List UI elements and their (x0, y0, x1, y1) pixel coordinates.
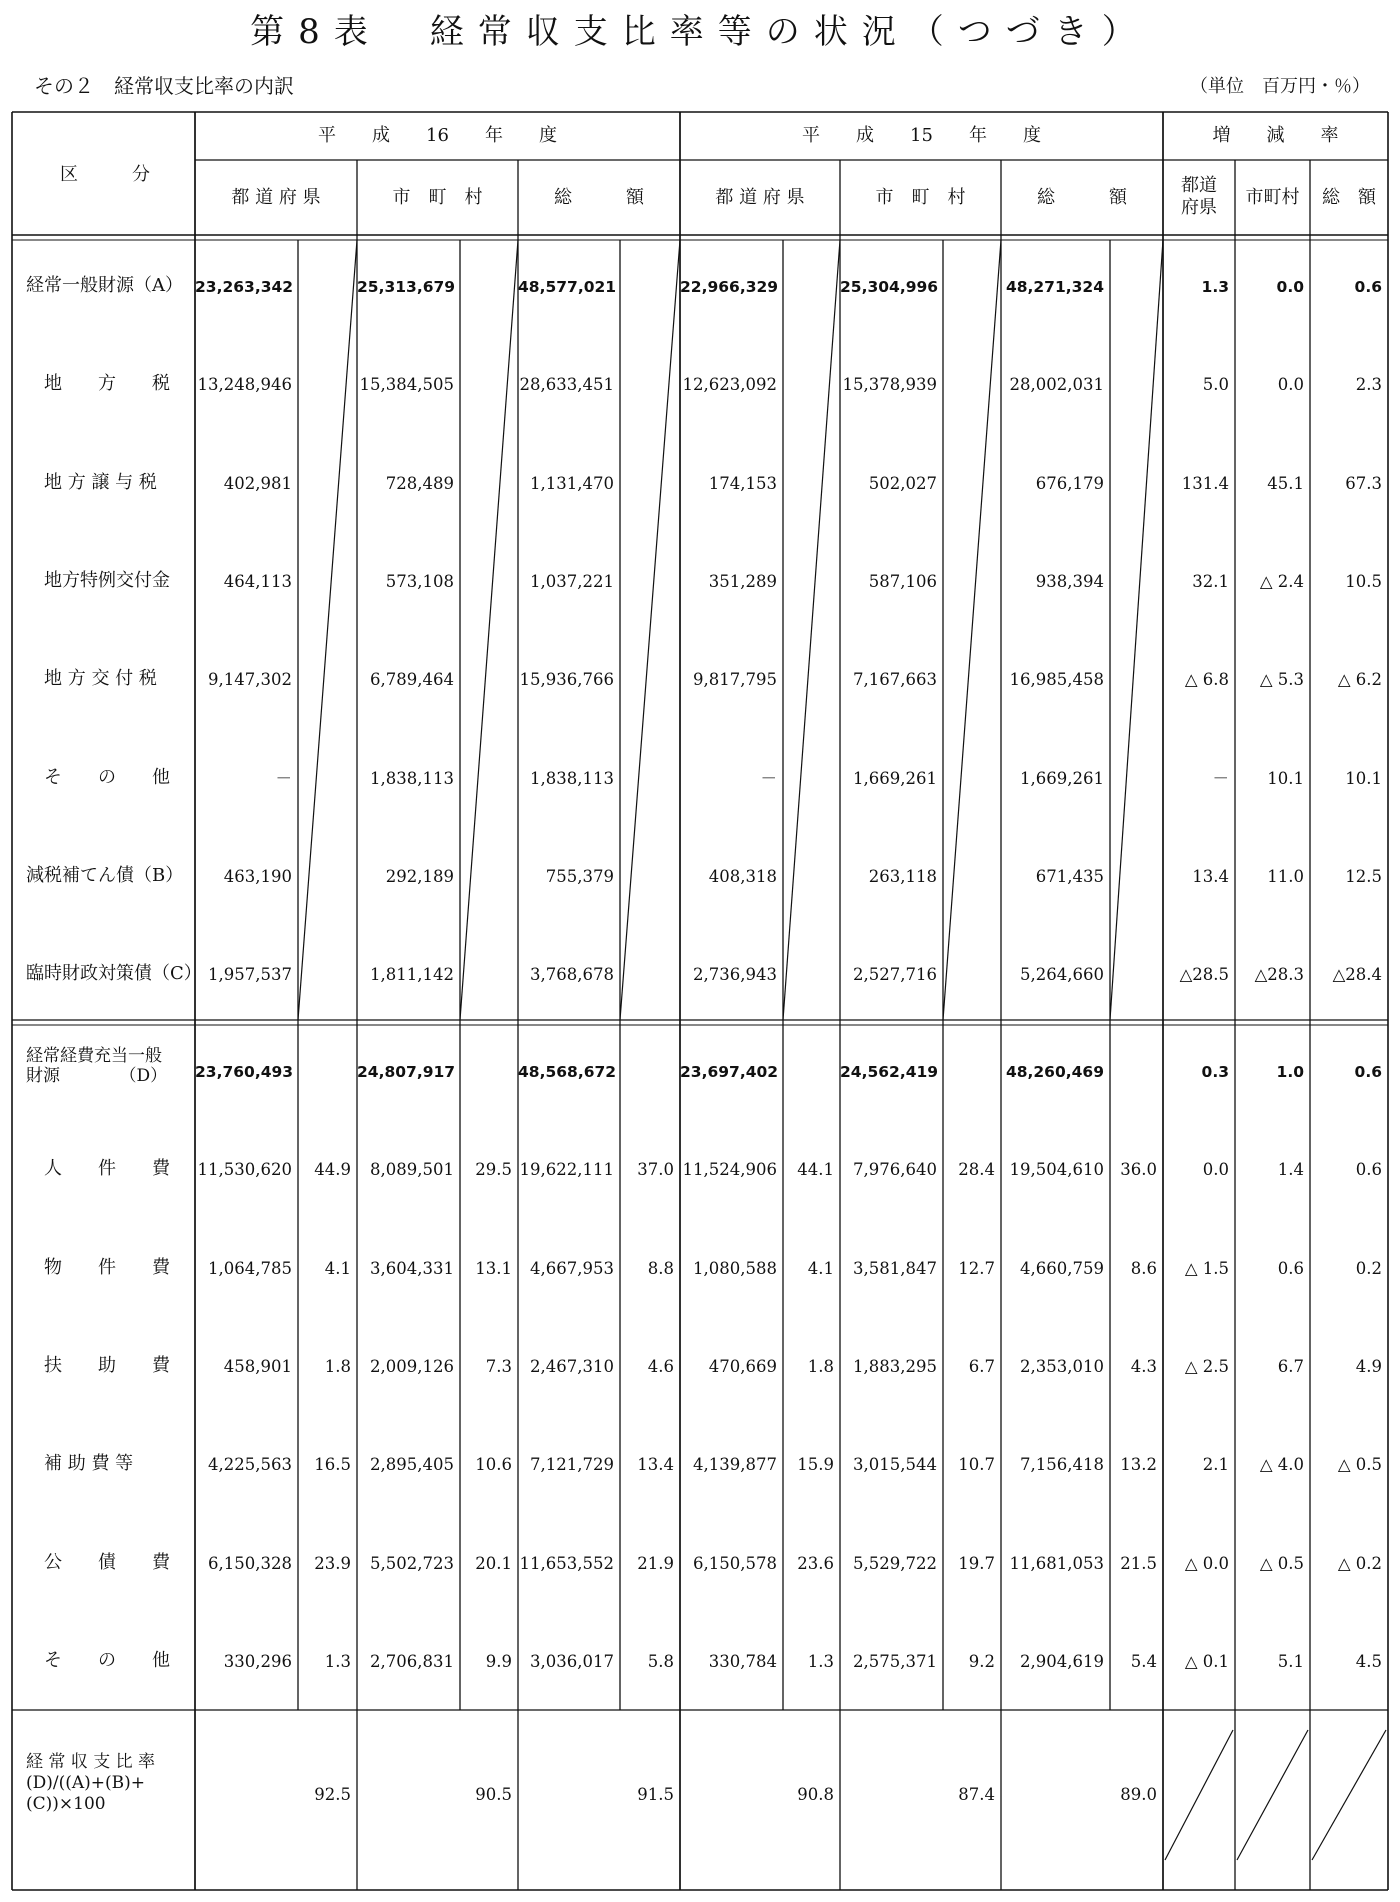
amount-cell: 7,976,640 (853, 1160, 937, 1180)
amount-cell: 7,156,418 (1020, 1455, 1104, 1475)
amount-cell: 1,838,113 (370, 768, 454, 788)
amount-cell: 24,807,917 (357, 1063, 456, 1081)
grid-line (620, 240, 680, 1020)
amount-cell: 15,378,939 (842, 375, 937, 395)
row-label: 臨時財政対策債（C） (26, 963, 202, 985)
grid-line (783, 240, 840, 1020)
ratio-value: 89.0 (1120, 1785, 1157, 1804)
grid-line (1237, 1730, 1308, 1860)
amount-cell: 8,089,501 (370, 1160, 454, 1180)
amount-cell: 330,296 (223, 1651, 292, 1671)
change-rate-cell: △ 4.0 (1259, 1455, 1304, 1475)
amount-cell: 3,015,544 (853, 1455, 937, 1475)
change-rate-cell: 10.1 (1345, 768, 1382, 788)
amount-cell: 587,106 (868, 571, 937, 591)
change-rate-cell: 131.4 (1181, 473, 1229, 493)
change-rate-cell: △ 0.0 (1184, 1553, 1229, 1573)
amount-cell: 755,379 (545, 866, 614, 886)
share-cell: 6.7 (968, 1356, 995, 1376)
amount-cell: 24,562,419 (840, 1063, 939, 1081)
share-cell: 21.9 (637, 1553, 674, 1573)
change-rate-cell: 0.0 (1202, 1160, 1229, 1180)
amount-cell: 11,681,053 (1009, 1553, 1104, 1573)
amount-cell: － (760, 768, 777, 788)
share-cell: 5.8 (647, 1651, 674, 1671)
change-rate-cell: 0.0 (1276, 278, 1304, 296)
ratio-value: 90.8 (797, 1785, 834, 1804)
share-cell: 4.1 (324, 1258, 351, 1278)
row-label: 地 方 譲 与 税 (44, 471, 157, 493)
row-label: 扶 助 費 (44, 1354, 170, 1376)
amount-cell: 263,118 (868, 866, 937, 886)
change-rate-cell: △ 1.5 (1184, 1258, 1229, 1278)
amount-cell: 3,768,678 (530, 965, 614, 985)
share-cell: 1.8 (807, 1356, 834, 1376)
amount-cell: 7,167,663 (853, 670, 937, 690)
amount-cell: 28,633,451 (519, 375, 614, 395)
amount-cell: 1,131,470 (530, 473, 614, 493)
ratio-value: 91.5 (637, 1785, 674, 1804)
change-rate-cell: 2.1 (1202, 1455, 1229, 1475)
change-rate-cell: △ 0.5 (1337, 1455, 1382, 1475)
change-rate-cell: △ 2.4 (1259, 571, 1304, 591)
share-cell: 15.9 (797, 1455, 834, 1475)
amount-cell: 2,009,126 (370, 1356, 454, 1376)
row-label: 補 助 費 等 (44, 1453, 134, 1475)
share-cell: 20.1 (475, 1553, 512, 1573)
change-rate-cell: 0.0 (1277, 375, 1304, 395)
amount-cell: 1,838,113 (530, 768, 614, 788)
amount-cell: 11,530,620 (197, 1160, 292, 1180)
change-rate-cell: △ 5.3 (1259, 670, 1304, 690)
ratio-value: 87.4 (958, 1785, 995, 1804)
amount-cell: 2,353,010 (1020, 1356, 1104, 1376)
change-rate-cell: △ 0.5 (1259, 1553, 1304, 1573)
amount-cell: 23,760,493 (195, 1063, 294, 1081)
amount-cell: 15,936,766 (519, 670, 614, 690)
amount-cell: 1,883,295 (853, 1356, 937, 1376)
share-cell: 37.0 (637, 1160, 674, 1180)
amount-cell: 728,489 (385, 473, 454, 493)
amount-cell: 676,179 (1035, 473, 1104, 493)
row-label: 人 件 費 (44, 1158, 170, 1180)
change-rate-cell: 2.3 (1355, 375, 1382, 395)
share-cell: 12.7 (958, 1258, 995, 1278)
share-cell: 44.9 (314, 1160, 351, 1180)
amount-cell: 330,784 (708, 1651, 777, 1671)
amount-cell: 1,957,537 (208, 965, 292, 985)
amount-cell: 22,966,329 (680, 278, 779, 296)
row-label: そ の 他 (44, 766, 170, 788)
amount-cell: 4,139,877 (693, 1455, 777, 1475)
change-rate-cell: 0.6 (1277, 1258, 1304, 1278)
amount-cell: 1,037,221 (530, 571, 614, 591)
amount-cell: 4,667,953 (530, 1258, 614, 1278)
amount-cell: 3,581,847 (853, 1258, 937, 1278)
amount-cell: 3,604,331 (370, 1258, 454, 1278)
amount-cell: 13,248,946 (197, 375, 292, 395)
share-cell: 28.4 (958, 1160, 995, 1180)
amount-cell: 19,622,111 (519, 1160, 614, 1180)
amount-cell: 15,384,505 (359, 375, 454, 395)
row-label: 地 方 税 (44, 373, 170, 395)
amount-cell: 23,263,342 (195, 278, 294, 296)
amount-cell: 573,108 (385, 571, 454, 591)
change-rate-cell: 11.0 (1267, 866, 1304, 886)
change-rate-cell: 0.2 (1355, 1258, 1382, 1278)
share-cell: 9.9 (485, 1651, 512, 1671)
change-rate-cell: 0.6 (1354, 1063, 1382, 1081)
change-rate-cell: 67.3 (1345, 473, 1382, 493)
amount-cell: 2,736,943 (693, 965, 777, 985)
share-cell: 8.8 (647, 1258, 674, 1278)
row-label: 減税補てん債（B） (26, 864, 184, 886)
share-cell: 5.4 (1130, 1651, 1157, 1671)
amount-cell: 9,817,795 (693, 670, 777, 690)
share-cell: 10.6 (475, 1455, 512, 1475)
row-label: 公 債 費 (44, 1551, 170, 1573)
change-rate-cell: △28.3 (1254, 965, 1304, 985)
amount-cell: 5,529,722 (853, 1553, 937, 1573)
share-cell: 1.3 (807, 1651, 834, 1671)
grid-line (1312, 1730, 1386, 1860)
change-rate-cell: － (1212, 768, 1229, 788)
amount-cell: 11,653,552 (519, 1553, 614, 1573)
change-rate-cell: 1.0 (1276, 1063, 1304, 1081)
change-rate-cell: 6.7 (1277, 1356, 1304, 1376)
change-rate-cell: △28.4 (1332, 965, 1382, 985)
share-cell: 4.6 (647, 1356, 674, 1376)
change-rate-cell: 4.5 (1355, 1651, 1382, 1671)
share-cell: 10.7 (958, 1455, 995, 1475)
amount-cell: 16,985,458 (1009, 670, 1104, 690)
page-title: 第8表 経常収支比率等の状況（つづき） (250, 12, 1150, 52)
share-cell: 23.6 (797, 1553, 834, 1573)
amount-cell: 25,304,996 (840, 278, 939, 296)
header-shichoson-change: 市町村 (1245, 187, 1300, 208)
share-cell: 8.6 (1130, 1258, 1157, 1278)
amount-cell: 6,150,328 (208, 1553, 292, 1573)
share-cell: 19.7 (958, 1553, 995, 1573)
ratio-value: 90.5 (475, 1785, 512, 1804)
header-shichoson-15: 市 町 村 (875, 187, 966, 208)
share-cell: 16.5 (314, 1455, 351, 1475)
header-change: 増 減 率 (1212, 125, 1339, 146)
amount-cell: 2,904,619 (1020, 1651, 1104, 1671)
header-sogaku-change: 総 額 (1322, 187, 1376, 208)
amount-cell: － (275, 768, 292, 788)
share-cell: 9.2 (968, 1651, 995, 1671)
amount-cell: 48,260,469 (1005, 1063, 1104, 1081)
header-kubun: 区 分 (60, 164, 150, 185)
change-rate-cell: △ 6.2 (1337, 670, 1382, 690)
amount-cell: 5,502,723 (370, 1553, 454, 1573)
header-todofuken-16: 都 道 府 県 (231, 187, 321, 208)
amount-cell: 292,189 (385, 866, 454, 886)
share-cell: 1.3 (324, 1651, 351, 1671)
amount-cell: 938,394 (1035, 571, 1104, 591)
ratio-value: 92.5 (314, 1785, 351, 1804)
change-rate-cell: 0.3 (1201, 1063, 1229, 1081)
change-rate-cell: 0.6 (1355, 1160, 1382, 1180)
share-cell: 7.3 (485, 1356, 512, 1376)
amount-cell: 28,002,031 (1009, 375, 1104, 395)
grid-line (1110, 240, 1163, 1020)
row-label: そ の 他 (44, 1649, 170, 1671)
amount-cell: 7,121,729 (530, 1455, 614, 1475)
amount-cell: 2,467,310 (530, 1356, 614, 1376)
amount-cell: 2,706,831 (370, 1651, 454, 1671)
share-cell: 4.1 (807, 1258, 834, 1278)
share-cell: 21.5 (1120, 1553, 1157, 1573)
amount-cell: 48,271,324 (1005, 278, 1104, 296)
change-rate-cell: 13.4 (1192, 866, 1229, 886)
amount-cell: 464,113 (223, 571, 292, 591)
amount-cell: 4,225,563 (208, 1455, 292, 1475)
share-cell: 36.0 (1120, 1160, 1157, 1180)
row-label: 経常一般財源（A） (26, 275, 183, 296)
change-rate-cell: 4.9 (1355, 1356, 1382, 1376)
amount-cell: 402,981 (223, 473, 292, 493)
share-cell: 29.5 (475, 1160, 512, 1180)
change-rate-cell: 12.5 (1345, 866, 1382, 886)
header-h16: 平 成 16 年 度 (318, 125, 557, 146)
grid-line (298, 240, 357, 1020)
change-rate-cell: △ 0.1 (1184, 1651, 1229, 1671)
row-label: 地方特例交付金 (44, 569, 170, 591)
table-subtitle: その２ 経常収支比率の内訳 (34, 74, 294, 98)
amount-cell: 2,895,405 (370, 1455, 454, 1475)
change-rate-cell: 10.1 (1267, 768, 1304, 788)
share-cell: 13.2 (1120, 1455, 1157, 1475)
amount-cell: 408,318 (708, 866, 777, 886)
share-cell: 4.3 (1130, 1356, 1157, 1376)
change-rate-cell: △ 6.8 (1184, 670, 1229, 690)
header-todofuken-change: 都道 府県 (1181, 175, 1217, 218)
amount-cell: 1,080,588 (693, 1258, 777, 1278)
amount-cell: 1,811,142 (370, 965, 454, 985)
amount-cell: 23,697,402 (680, 1063, 779, 1081)
amount-cell: 4,660,759 (1020, 1258, 1104, 1278)
grid-line (460, 240, 518, 1020)
header-sogaku-16: 総 額 (554, 187, 644, 208)
change-rate-cell: 0.6 (1354, 278, 1382, 296)
amount-cell: 1,669,261 (1020, 768, 1104, 788)
amount-cell: 6,789,464 (370, 670, 454, 690)
amount-cell: 470,669 (708, 1356, 777, 1376)
change-rate-cell: 32.1 (1192, 571, 1229, 591)
grid-line (1165, 1730, 1233, 1860)
amount-cell: 351,289 (708, 571, 777, 591)
amount-cell: 463,190 (223, 866, 292, 886)
share-cell: 23.9 (314, 1553, 351, 1573)
amount-cell: 11,524,906 (682, 1160, 777, 1180)
amount-cell: 671,435 (1035, 866, 1104, 886)
amount-cell: 2,527,716 (853, 965, 937, 985)
change-rate-cell: △ 0.2 (1337, 1553, 1382, 1573)
share-cell: 13.1 (475, 1258, 512, 1278)
amount-cell: 174,153 (708, 473, 777, 493)
change-rate-cell: 5.0 (1202, 375, 1229, 395)
change-rate-cell: △ 2.5 (1184, 1356, 1229, 1376)
amount-cell: 6,150,578 (693, 1553, 777, 1573)
change-rate-cell: 1.3 (1201, 278, 1229, 296)
share-cell: 1.8 (324, 1356, 351, 1376)
header-shichoson-16: 市 町 村 (392, 187, 483, 208)
change-rate-cell: 45.1 (1267, 473, 1304, 493)
ratio-label: 経 常 収 支 比 率 (D)/((A)+(B)+ (C))×100 (26, 1752, 156, 1814)
share-cell: 44.1 (797, 1160, 834, 1180)
row-label: 地 方 交 付 税 (44, 668, 157, 690)
row-label: 物 件 費 (44, 1256, 170, 1278)
change-rate-cell: 10.5 (1345, 571, 1382, 591)
row-label: 経常経費充当一般 財源 （D） (26, 1046, 168, 1086)
amount-cell: 9,147,302 (208, 670, 292, 690)
amount-cell: 1,064,785 (208, 1258, 292, 1278)
amount-cell: 12,623,092 (682, 375, 777, 395)
amount-cell: 25,313,679 (357, 278, 456, 296)
amount-cell: 5,264,660 (1020, 965, 1104, 985)
amount-cell: 48,568,672 (518, 1063, 617, 1081)
amount-cell: 3,036,017 (530, 1651, 614, 1671)
amount-cell: 2,575,371 (853, 1651, 937, 1671)
amount-cell: 48,577,021 (518, 278, 617, 296)
amount-cell: 502,027 (868, 473, 937, 493)
amount-cell: 458,901 (223, 1356, 292, 1376)
change-rate-cell: 5.1 (1277, 1651, 1304, 1671)
amount-cell: 1,669,261 (853, 768, 937, 788)
unit-note: （単位 百万円・％） (1190, 76, 1370, 97)
header-todofuken-15: 都 道 府 県 (715, 187, 805, 208)
header-h15: 平 成 15 年 度 (802, 125, 1041, 146)
change-rate-cell: 1.4 (1277, 1160, 1304, 1180)
grid-line (943, 240, 1001, 1020)
amount-cell: 19,504,610 (1009, 1160, 1104, 1180)
header-sogaku-15: 総 額 (1037, 187, 1127, 208)
change-rate-cell: △28.5 (1179, 965, 1229, 985)
share-cell: 13.4 (637, 1455, 674, 1475)
